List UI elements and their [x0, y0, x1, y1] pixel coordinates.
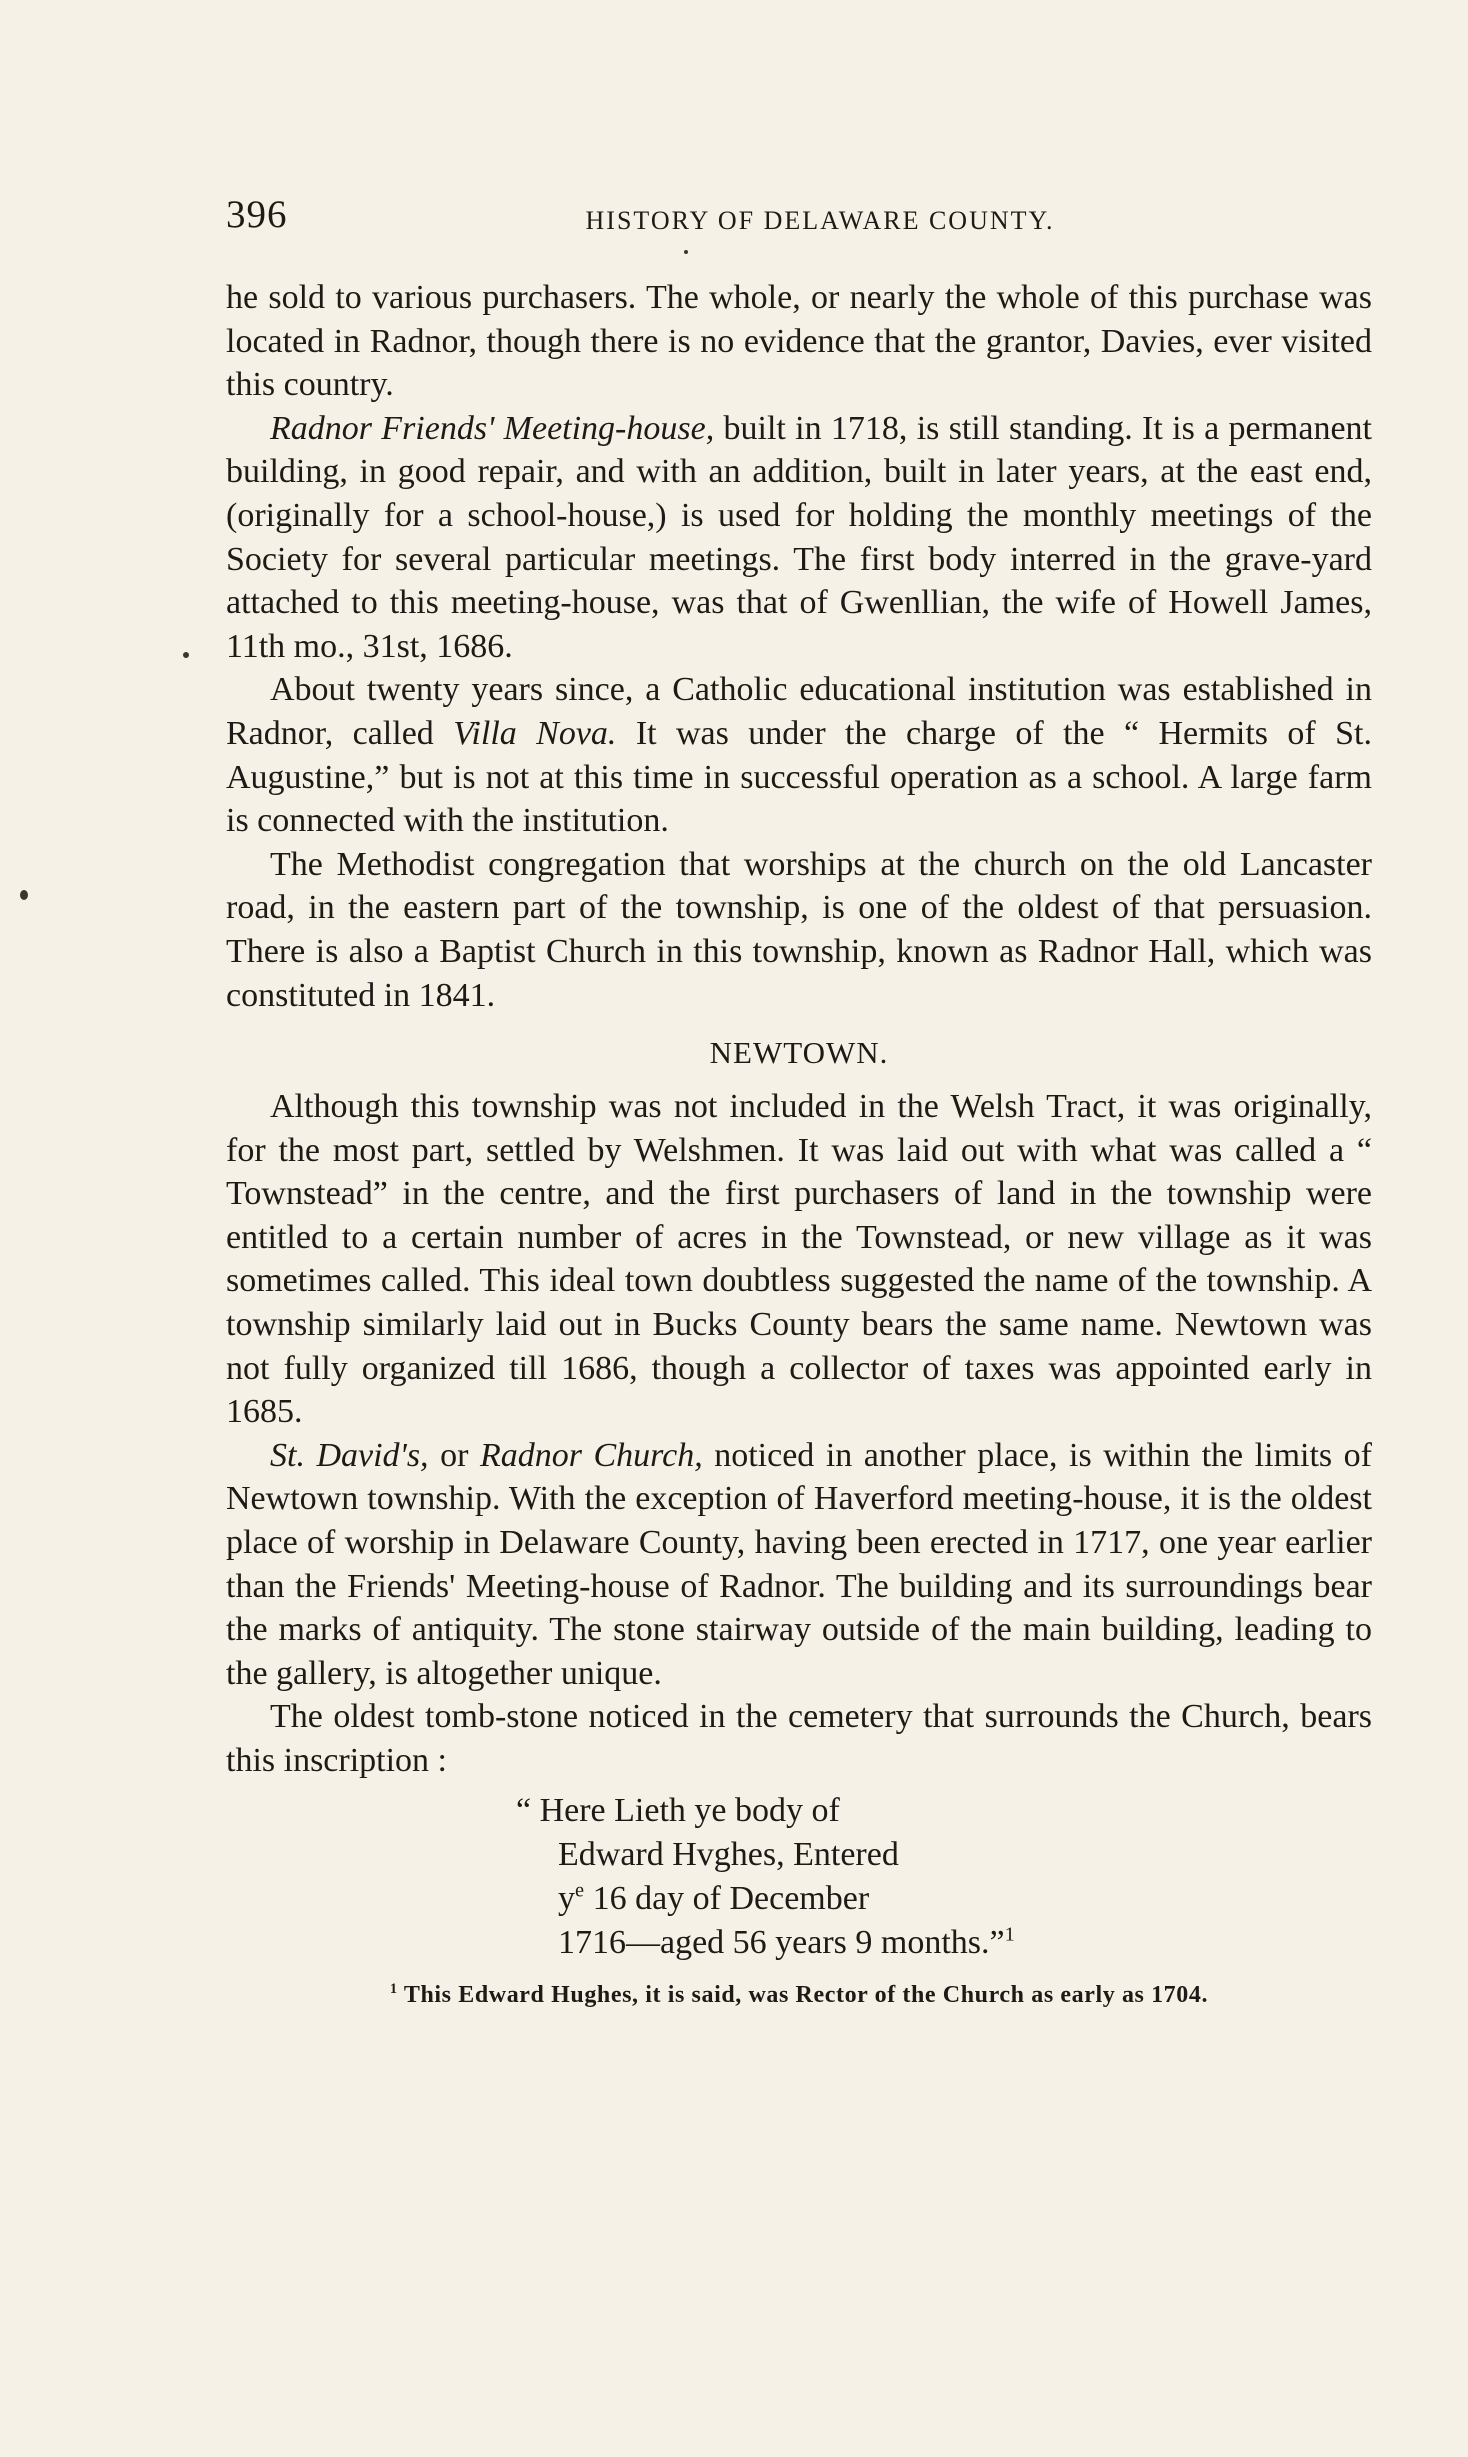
st-davids-name: St. David's, [270, 1436, 429, 1474]
paragraph-tomb-stone: The oldest tomb-stone noticed in the cemetery that surrounds the Church, bears this inscription : [226, 1698, 1372, 1779]
tomb-inscription [516, 1789, 1372, 1965]
paragraph-villa-nova [226, 668, 1372, 842]
footnote-text: This Edward Hughes, it is said, was Rector of the Church as early as 1704. [397, 1981, 1209, 2008]
meeting-house-text: built in 1718, is still standing. It is a permanent building, in good repair, and with an addition, built in later years, at the east end, (originally for a school-house,) is used for holding the monthly meetings of the Society for several particular meetings. The first body interred in the grave-yard attached to this meeting-house, was that of Gwenllian, the wife of Howell James, 11th mo., 31st, 1686. [226, 409, 1372, 665]
footnote [226, 1979, 1372, 2011]
paragraph-methodist-congregation: The Methodist congregation that worships at the church on the old Lancaster road, in the eastern part of the township, is one of the oldest of that persuasion. There is also a Baptist Church in this township, known as Radnor Hall, which was constituted in 1841. [226, 845, 1372, 1014]
paragraph-radnor-meeting-house [226, 407, 1372, 669]
paragraph-st-davids-church [226, 1434, 1372, 1696]
page-number: 396 [226, 193, 288, 236]
running-head: HISTORY OF DELAWARE COUNTY. [585, 206, 1055, 235]
villa-nova-name: Villa Nova. [453, 714, 617, 752]
section-heading-newtown: NEWTOWN. [709, 1035, 889, 1071]
inscription-line-3 [516, 1877, 1372, 1921]
inscription-line-4 [516, 1921, 1372, 1965]
inscription-line-2: Edward Hvghes, Entered [558, 1835, 899, 1873]
inscription-age: 1716—aged 56 years 9 months.” [558, 1923, 1005, 1961]
paragraph-radnor-purchase: he sold to various purchasers. The whole, or nearly the whole of this purchase was located in Radnor, though there is no evidence that the grantor, Davies, ever visited this country. [226, 279, 1372, 404]
st-davids-text: noticed in another place, is within the limits of Newtown township. With the exception of Haverford meeting-house, it is the oldest place of worship in Delaware County, having been erected in 1717, one year earlier than the Friends' Meeting-house of Radnor. The building and its surroundings bear the marks of antiquity. The stone stairway outside of the main building, leading to the gallery, is altogether unique. [226, 1436, 1372, 1692]
radnor-church-name: Radnor Church, [479, 1436, 703, 1474]
st-davids-or: or [428, 1436, 480, 1474]
print-speck [684, 250, 688, 254]
print-speck [20, 890, 28, 900]
meeting-house-name: Radnor Friends' Meeting-house, [270, 409, 715, 447]
print-speck [183, 652, 189, 658]
inscription-date: 16 day of December [584, 1879, 870, 1917]
inscription-line-1: “ Here Lieth ye body of [516, 1791, 840, 1829]
inscription-ye: y [558, 1879, 575, 1917]
body-text [226, 276, 1372, 2011]
villa-nova-intro: About twenty years since, a Catholic educational institution was established in Radnor, called [226, 671, 1372, 752]
page-header [220, 192, 1380, 242]
paragraph-newtown-settlement: Although this township was not included in the Welsh Tract, it was originally, for the most part, settled by Welshmen. It was laid out with what was called a “ Townstead” in the centre, and the first purchasers of land in the township were entitled to a certain number of acres in the Townstead, or new village as it was sometimes called. This ideal town doubtless suggested the name of the township. A township similarly laid out in Bucks County bears the same name. Newtown was not fully organized till 1686, though a collector of taxes was appointed early in 1685. [226, 1088, 1372, 1431]
inscription-ye-superscript: e [575, 1879, 585, 1902]
footnote-marker: 1 [389, 1980, 398, 1997]
villa-nova-text: It was under the charge of the “ Hermits of St. Augustine,” but is not at this time in successful operation as a school. A large farm is connected with the institution. [226, 714, 1372, 840]
footnote-reference: 1 [1004, 1923, 1015, 1946]
